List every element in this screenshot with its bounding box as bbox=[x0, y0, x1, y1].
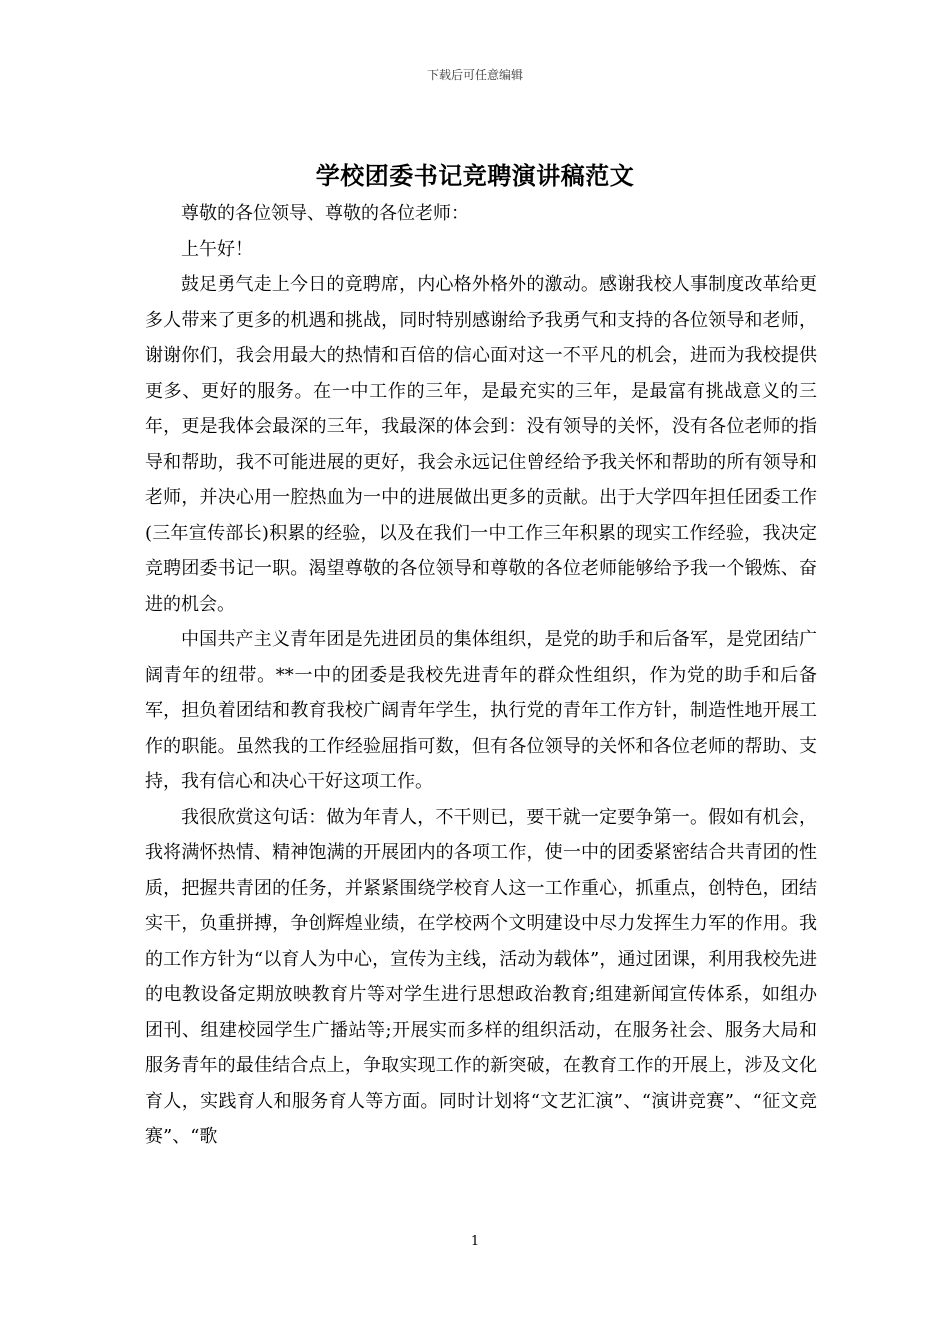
header-note: 下载后可任意编辑 bbox=[426, 68, 523, 82]
body-paragraph: 我很欣赏这句话：做为年青人，不干则已，要干就一定要争第一。假如有机会，我将满怀热情、精神饱满的开展团内的各项工作，使一中的团委紧密结合共青团的性质，把握共青团的任务，并紧紧围绕学校育人这一工作重心，抓重点，创特色，团结实干，负重拼搏，争创辉煌业绩，在学校两个文明建设中尽力发挥生力军的作用。我的工作方针为“以育人为中心，宣传为主线，活动为载体”，通过团课，利用我校先进的电教设备定期放映教育片等对学生进行思想政治教育;组建新闻宣传体系，如组办团刊、组建校园学生广播站等;开展实而多样的组织活动，在服务社会、服务大局和服务青年的最佳结合点上，争取实现工作的新突破，在教育工作的开展上，涉及文化育人，实践育人和服务育人等方面。同时计划将“文艺汇演”、“演讲竞赛”、“征文竞赛”、“歌 bbox=[145, 806, 817, 1147]
greeting: 上午好！ bbox=[181, 238, 253, 260]
page-number: 1 bbox=[470, 1234, 480, 1249]
body-paragraph: 鼓足勇气走上今日的竟聘席，内心格外格外的激动。感谢我校人事制度改革给更多人带来了更多的机遇和挑战，同时特别感谢给予我勇气和支持的各位领导和老师，谢谢你们，我会用最大的热情和百倍的信心面对这一不平凡的机会，进而为我校提供更多、更好的服务。在一中工作的三年，是最充实的三年，是最富有挑战意义的三年，更是我体会最深的三年，我最深的体会到：没有领导的关怀，没有各位老师的指导和帮助，我不可能进展的更好，我会永远记住曾经给予我关怀和帮助的所有领导和老师，并决心用一腔热血为一中的进展做出更多的贡献。出于大学四年担任团委工作(三年宣传部长)积累的经验，以及在我们一中工作三年积累的现实工作经验，我决定竞聘团委书记一职。渴望尊敬的各位领导和尊敬的各位老师能够给予我一个锻炼、奋进的机会。 bbox=[145, 274, 817, 615]
body-paragraph: 中国共产主义青年团是先进团员的集体组织，是党的助手和后备军，是党团结广阔青年的纽带。**一中的团委是我校先进青年的群众性组织，作为党的助手和后备军，担负着团结和教育我校广阔青年学生，执行党的青年工作方针，制造性地开展工作的职能。虽然我的工作经验屈指可数，但有各位领导的关怀和各位老师的帮助、支持，我有信心和决心干好这项工作。 bbox=[145, 629, 817, 792]
document-body bbox=[145, 196, 817, 1155]
salutation: 尊敬的各位领导、尊敬的各位老师： bbox=[181, 203, 469, 224]
document-title: 学校团委书记竞聘演讲稿范文 bbox=[315, 161, 635, 190]
